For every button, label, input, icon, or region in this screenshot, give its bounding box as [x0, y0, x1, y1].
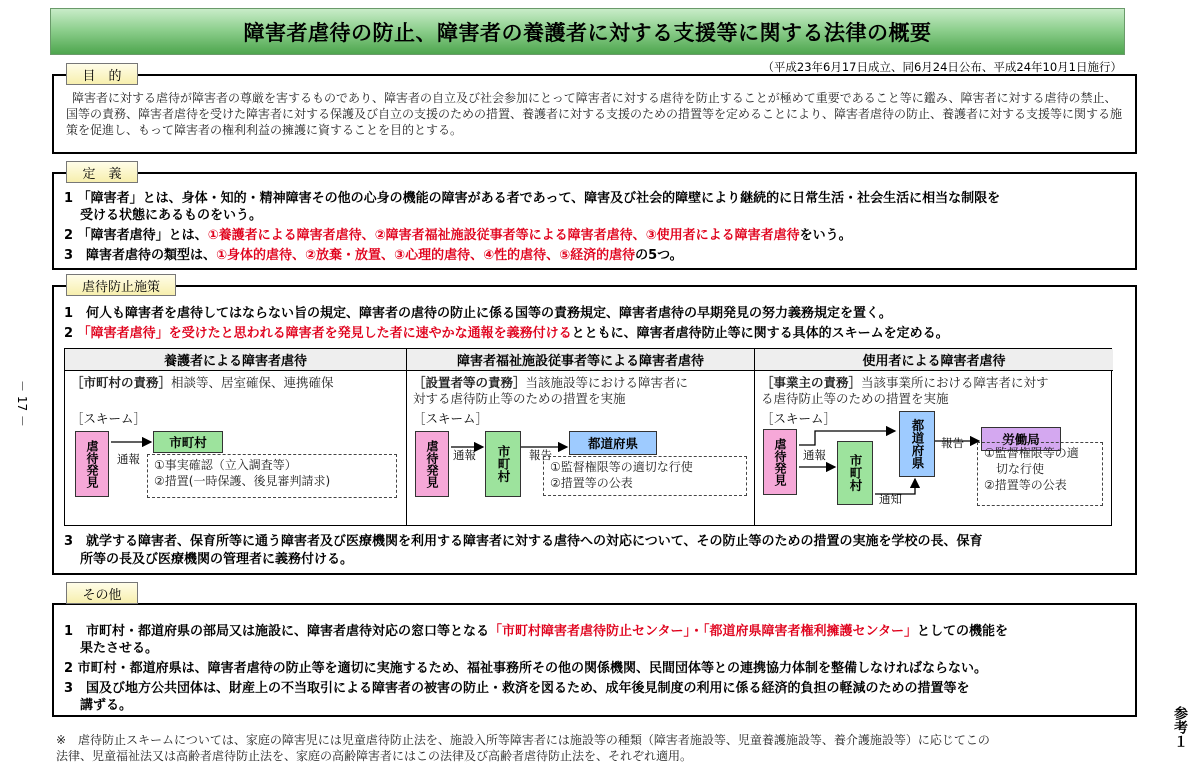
notify-label: 通報 — [803, 448, 826, 462]
enactment-dates: （平成23年6月17日成立、同6月24日公布、平成24年10月1日施行） — [762, 60, 1122, 74]
prevention-tab: 虐待防止施策 — [66, 274, 176, 296]
facility-duty: ［設置者等の責務］当該施設等における障害者に 対する虐待防止等のための措置を実施 — [413, 375, 689, 406]
definition-item-1a: 1 「障害者」とは、身体・知的・精神障害その他の心身の機能の障害がある者であって、障害及び社会的障壁により継続的に日常生活・社会生活に相当な制限を — [64, 191, 1001, 206]
prevention-item-2: 2 「障害者虐待」を受けたと思われる障害者を発見した者に速やかな通報を義務付けるとともに、障害者虐待防止等に関する具体的スキームを定める。 — [64, 326, 949, 341]
other-section — [52, 603, 1137, 717]
other-item-2: 2 市町村・都道府県は、障害者虐待の防止等を適切に実施するため、福祉事務所その他の関係機関、民間団体等との連携協力体制を整備しなければならない。 — [64, 661, 988, 676]
municipality-box: 市町村 — [485, 431, 521, 497]
report-label: 報告 — [941, 436, 964, 450]
definition-tab: 定 義 — [66, 161, 138, 183]
abuse-detection-box: 虐待発見 — [415, 431, 449, 497]
reference-label: 参考１ — [1172, 706, 1188, 748]
other-item-1a: 1 市町村・都道府県の部局又は施設に、障害者虐待対応の窓口等となる「市町村障害者虐待防止センター」・「都道府県障害者権利擁護センター」としての機能を — [64, 624, 1009, 639]
prevention-item-3b: 所等の長及び医療機関の管理者に義務付ける。 — [80, 552, 354, 567]
scheme-label: ［スキーム］ — [71, 411, 147, 426]
scheme-column-facility — [407, 349, 755, 525]
purpose-text: 障害者に対する虐待が障害者の尊厳を害するものであり、障害者の自立及び社会参加にとって障害者に対する虐待を防止することが極めて重要であること等に鑑み、障害者に対する虐待の禁止、国等の責務、障害者虐待を受けた障害者に対する保護及び自立の支援のための措置、養護者に対する支援のための措置等を定めることにより、障害者虐待の防止、養護者に対する支援等に関する施策を促進し、もって障害者の権利利益の擁護に資することを目的とする。 — [66, 91, 1123, 137]
labor-bureau-measures: ①監督権限等の適 切な行使 ②措置等の公表 — [977, 442, 1103, 506]
other-tab: その他 — [66, 582, 138, 604]
municipality-box: 市町村 — [837, 441, 873, 505]
labor-bureau-box: 労働局 — [981, 427, 1061, 451]
column-header: 養護者による障害者虐待 — [65, 349, 406, 371]
definition-item-1b: 受ける状態にあるものをいう。 — [80, 208, 263, 223]
other-item-3b: 講ずる。 — [80, 698, 133, 713]
column-header: 使用者による障害者虐待 — [755, 349, 1113, 371]
municipality-box: 市町村 — [153, 431, 223, 453]
other-item-1b: 果たさせる。 — [80, 641, 159, 656]
notice-label: 通知 — [879, 492, 902, 506]
prevention-item-1: 1 何人も障害者を虐待してはならない旨の規定、障害者の虐待の防止に係る国等の責務規定、障害者虐待の早期発見の努力義務規定を置く。 — [64, 306, 892, 321]
abuse-detection-box: 虐待発見 — [75, 431, 109, 497]
scheme-column-employer — [755, 349, 1113, 525]
report-label: 報告 — [529, 448, 552, 462]
prefecture-box: 都道府県 — [899, 411, 935, 477]
other-item-3a: 3 国及び地方公共団体は、財産上の不当取引による障害者の被害の防止・救済を図るため、成年後見制度の利用に係る経済的負担の軽減のための措置等を — [64, 681, 970, 696]
column-header: 障害者福祉施設従事者等による障害者虐待 — [407, 349, 754, 371]
scheme-column-caregiver — [65, 349, 407, 525]
abuse-detection-box: 虐待発見 — [763, 429, 797, 495]
purpose-tab: 目 的 — [66, 63, 138, 85]
municipality-measures: ①事実確認（立入調査等） ②措置(一時保護、後見審判請求) — [147, 454, 397, 498]
caregiver-duty: ［市町村の責務］相談等、居室確保、連携確保 — [71, 375, 334, 390]
notify-label: 通報 — [453, 448, 476, 462]
abuse-response-scheme — [64, 348, 1112, 526]
prevention-item-3a: 3 就学する障害者、保育所等に通う障害者及び医療機関を利用する障害者に対する虐待への対応について、その防止等のための措置の実施を学校の長、保育 — [64, 534, 983, 549]
page-title: 障害者虐待の防止、障害者の養護者に対する支援等に関する法律の概要 — [50, 8, 1125, 55]
definition-section — [52, 172, 1137, 270]
scheme-label: ［スキーム］ — [761, 411, 837, 426]
prefecture-measures: ①監督権限等の適切な行使 ②措置等の公表 — [543, 456, 747, 496]
purpose-section — [52, 74, 1137, 154]
definition-item-2: 2 「障害者虐待」とは、①養護者による障害者虐待、②障害者福祉施設従事者等による障害者虐待、③使用者による障害者虐待をいう。 — [64, 228, 852, 243]
scheme-label: ［スキーム］ — [413, 411, 489, 426]
definition-item-3: 3 障害者虐待の類型は、①身体的虐待、②放棄・放置、③心理的虐待、④性的虐待、⑤経済的虐待の5つ。 — [64, 248, 683, 263]
page-number: － 17 － — [15, 380, 29, 427]
footnote: ※ 虐待防止スキームについては、家庭の障害児には児童虐待防止法を、施設入所等障害者には施設等の種類（障害者施設等、児童養護施設等、養介護施設等）に応じてこの 法律、児童福祉法又は高齢者虐待防止法を、家庭の高齢障害者にはこの法律及び高齢者虐待防止法を、それぞれ適用。 — [56, 733, 990, 763]
prefecture-box: 都道府県 — [569, 431, 657, 455]
caregiver-flow-arrows — [65, 349, 407, 527]
notify-label: 通報 — [117, 452, 140, 466]
employer-duty: ［事業主の責務］当該事業所における障害者に対す る虐待防止等のための措置を実施 — [761, 375, 1049, 406]
